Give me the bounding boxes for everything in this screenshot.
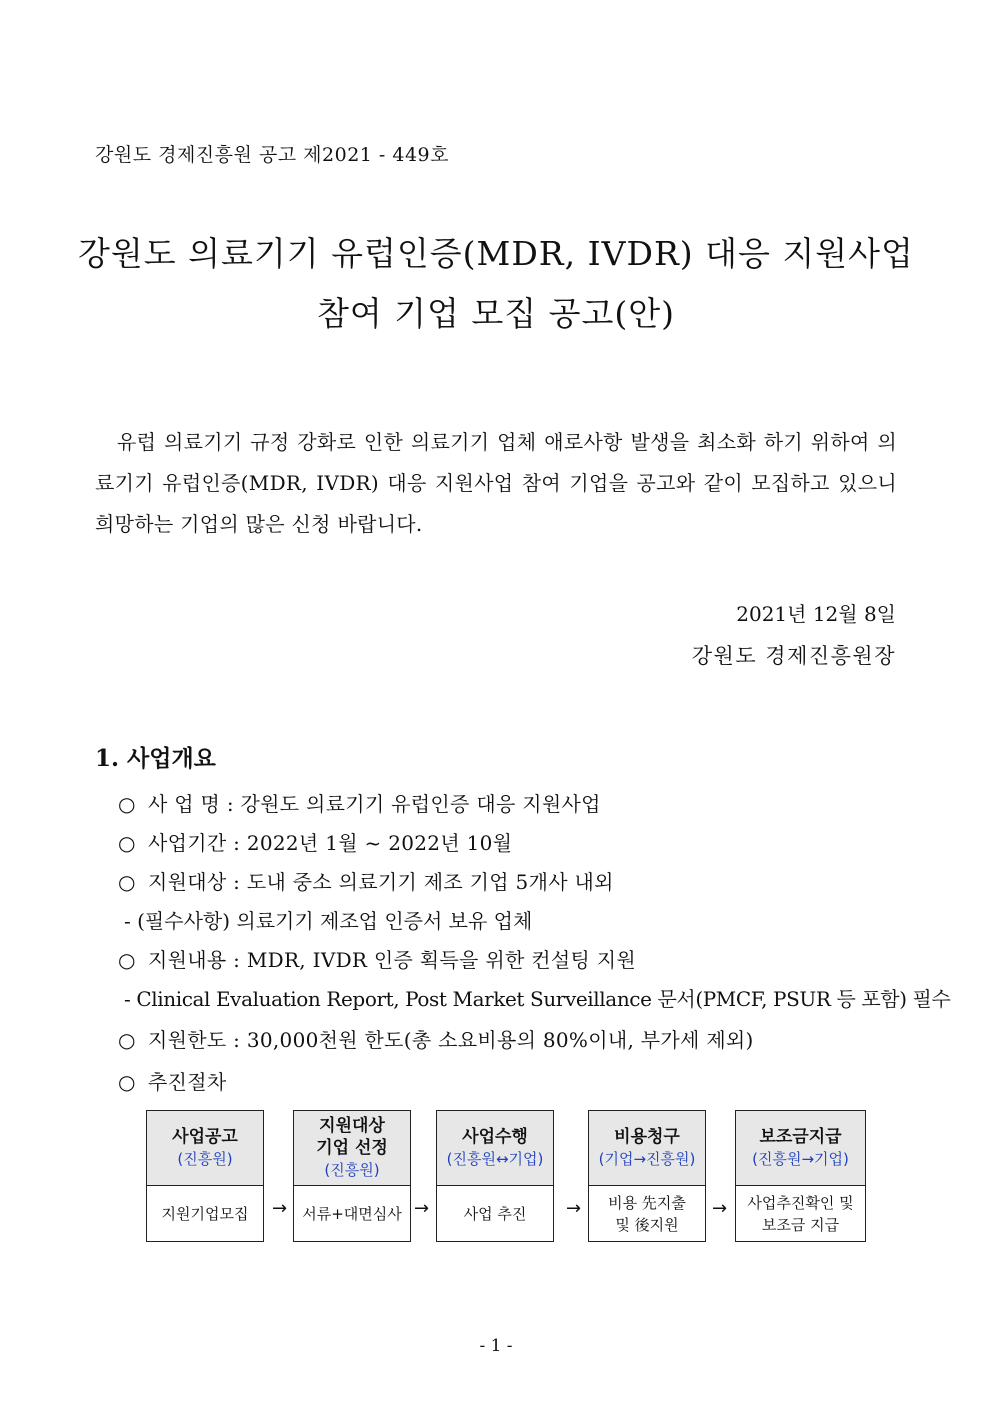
arrow-icon: →	[414, 1198, 430, 1219]
item-content: ○ 지원내용 : MDR, IVDR 인증 획득을 위한 컨설팅 지원	[118, 948, 636, 972]
item-target: ○ 지원대상 : 도내 중소 의료기기 제조 기업 5개사 내외	[118, 870, 614, 894]
arrow-icon: →	[272, 1198, 288, 1219]
bullet-icon: ○	[118, 870, 136, 894]
item-business-name: ○ 사 업 명 : 강원도 의료기기 유럽인증 대응 지원사업	[118, 792, 601, 816]
item-limit: ○ 지원한도 : 30,000천원 한도(총 소요비용의 80%이내, 부가세 제외)	[118, 1028, 754, 1052]
section-number: 1.	[95, 745, 120, 772]
flow-step-4: 비용청구 (기업→진흥원) 비용 先지출 및 後지원	[588, 1110, 706, 1242]
bullet-icon: ○	[118, 831, 136, 855]
flow-step-1: 사업공고 (진흥원) 지원기업모집	[146, 1110, 264, 1242]
item-period: ○ 사업기간 : 2022년 1월 ~ 2022년 10월	[118, 831, 513, 855]
arrow-icon: →	[566, 1198, 582, 1219]
flow-step-5: 보조금지급 (진흥원→기업) 사업추진확인 및 보조금 지급	[735, 1110, 866, 1242]
bullet-icon: ○	[118, 1028, 136, 1052]
section-title: 사업개요	[127, 746, 216, 772]
item-procedure: ○ 추진절차	[118, 1070, 227, 1094]
procedure-flowchart	[146, 1110, 866, 1242]
signer: 강원도 경제진흥원장	[691, 644, 896, 668]
arrow-icon: →	[712, 1198, 728, 1219]
flow-step-2: 지원대상 기업 선정 (진흥원) 서류+대면심사	[293, 1110, 411, 1242]
bullet-icon: ○	[118, 948, 136, 972]
intro-paragraph: 유럽 의료기기 규정 강화로 인한 의료기기 업체 애로사항 발생을 최소화 하기 위하여 의료기기 유럽인증(MDR, IVDR) 대응 지원사업 참여 기업을 공고와 같이 모집하고 있으니 희망하는 기업의 많은 신청 바랍니다.	[95, 430, 897, 536]
dash-icon: -	[124, 909, 131, 933]
page-number: - 1 -	[479, 1336, 513, 1356]
document-title-line1: 강원도 의료기기 유럽인증(MDR, IVDR) 대응 지원사업	[78, 234, 914, 273]
document-title-line2: 참여 기업 모집 공고(안)	[316, 294, 676, 333]
flow-step-3: 사업수행 (진흥원↔기업) 사업 추진	[436, 1110, 554, 1242]
section-heading	[95, 740, 216, 773]
dash-icon: -	[124, 987, 131, 1011]
item-content-sub: - Clinical Evaluation Report, Post Market Surveillance 문서(PMCF, PSUR 등 포함) 필수	[124, 987, 951, 1011]
item-target-sub: - (필수사항) 의료기기 제조업 인증서 보유 업체	[124, 909, 533, 933]
bullet-icon: ○	[118, 1070, 136, 1094]
notice-date: 2021년 12월 8일	[736, 602, 896, 626]
bullet-icon: ○	[118, 792, 136, 816]
notice-number: 강원도 경제진흥원 공고 제2021 - 449호	[95, 144, 449, 166]
